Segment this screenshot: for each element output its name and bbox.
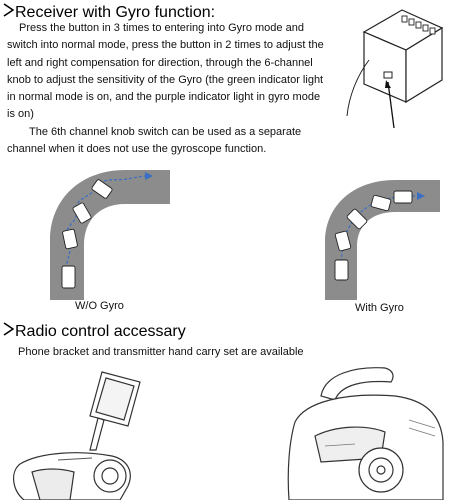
gyro-note-line-1: The 6th channel knob switch can be used as a separate bbox=[29, 125, 302, 138]
section-gyro-title: Receiver with Gyro function: bbox=[15, 4, 216, 21]
caption-with-gyro: With Gyro bbox=[355, 302, 404, 314]
transmitter-phone-bracket-icon bbox=[0, 368, 150, 500]
caption-without-gyro: W/O Gyro bbox=[75, 300, 124, 312]
chevron-right-icon bbox=[3, 322, 15, 336]
chevron-right-icon bbox=[3, 3, 15, 17]
gyro-line-2: switch into normal mode, press the button in 2 times to adjust the bbox=[7, 39, 324, 52]
accessory-subtitle: Phone bracket and transmitter hand carry set are available bbox=[18, 346, 304, 358]
gyro-line-3: left and right compensation for direction, through the 6-channel bbox=[7, 56, 313, 69]
transmitter-carry-set-icon bbox=[285, 362, 449, 500]
curved-track-icon bbox=[325, 180, 440, 300]
gyro-line-6: is on) bbox=[7, 108, 34, 121]
section-accessory-title: Radio control accessary bbox=[15, 323, 186, 340]
gyro-line-5: in normal mode is on, and the purple indicator light in gyro mode bbox=[7, 91, 321, 104]
gyro-line-4: knob to adjust the sensitivity of the Gyro (the green indicator light bbox=[7, 73, 324, 86]
curved-track-icon bbox=[50, 170, 170, 300]
gyro-note-line-2: channel when it does not use the gyroscope function. bbox=[7, 143, 267, 156]
receiver-antenna-wire bbox=[345, 58, 375, 118]
gyro-line-1: Press the button in 3 times to entering into Gyro mode and bbox=[19, 22, 304, 34]
section-accessory-heading bbox=[3, 322, 186, 341]
gyro-description bbox=[7, 20, 352, 158]
